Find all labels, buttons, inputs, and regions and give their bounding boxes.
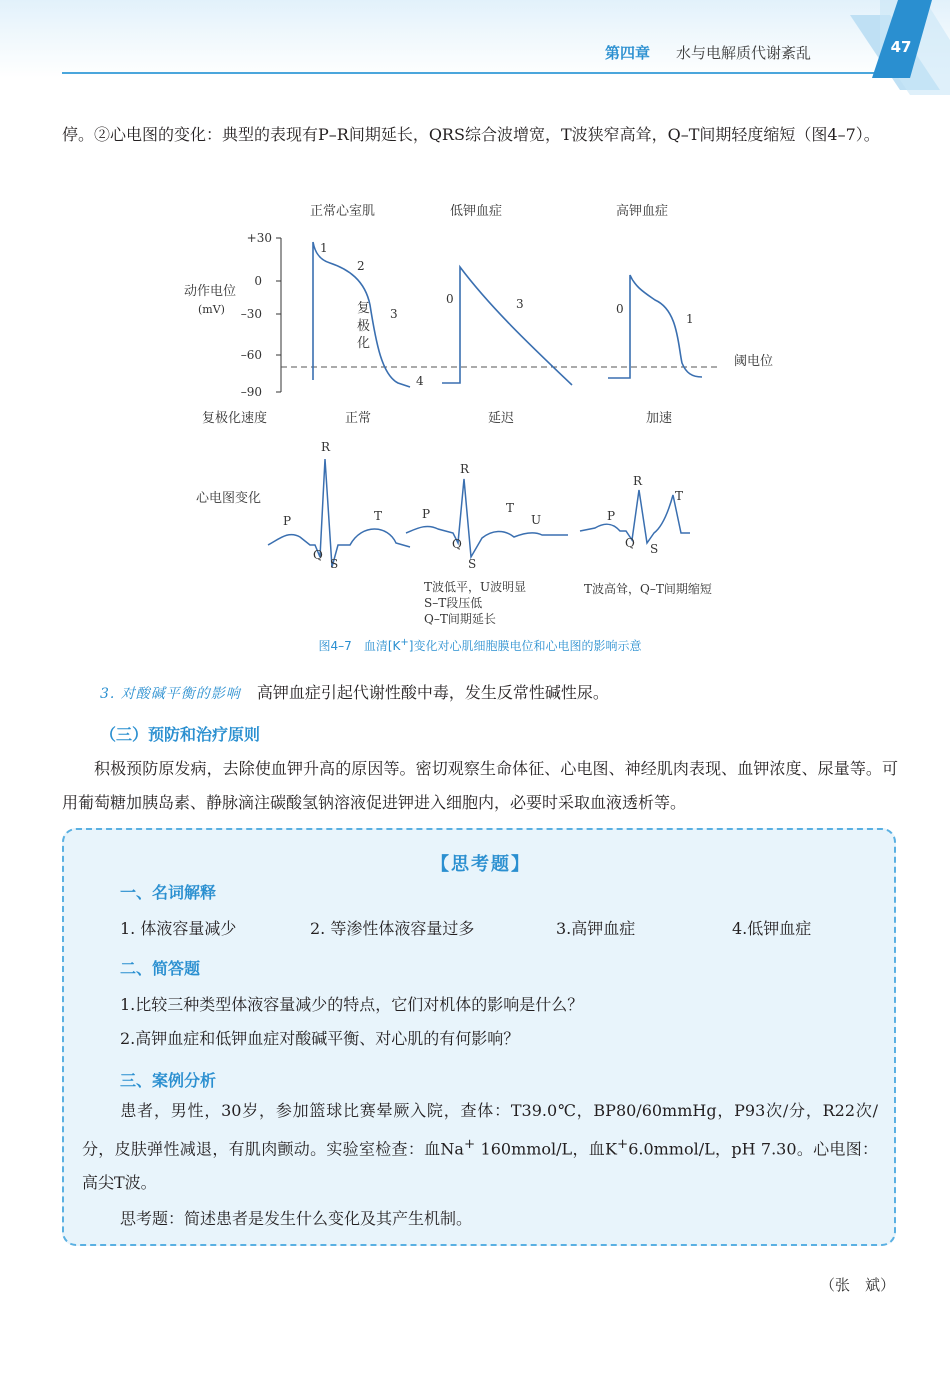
wave-label: P <box>283 514 292 528</box>
figure-4-7 <box>170 195 790 665</box>
high-note: T波高耸，Q–T间期缩短 <box>584 582 712 596</box>
term-item: 3.高钾血症 <box>556 919 636 938</box>
wave-label: Q <box>625 536 635 550</box>
phase-label: 4 <box>416 374 424 388</box>
wave-label: T <box>506 501 515 515</box>
low-note-1: T波低平，U波明显 <box>424 580 527 594</box>
question-1: 1.比较三种类型体液容量减少的特点，它们对机体的影响是什么？ <box>120 995 584 1014</box>
wave-label: T <box>374 509 383 523</box>
term-item: 2. 等渗性体液容量过多 <box>310 919 475 938</box>
tick-label: 0 <box>254 274 262 288</box>
wave-label: P <box>422 507 431 521</box>
ecg-trace-normal <box>268 459 410 567</box>
author-credit: （张 斌） <box>820 1276 896 1294</box>
wave-label: S <box>330 557 339 571</box>
y-axis-label: 动作电位 <box>184 284 237 299</box>
col-low: 低钾血症 <box>450 204 503 219</box>
phase-label: 0 <box>446 292 454 306</box>
caption-sup: + <box>400 637 409 648</box>
col-normal: 正常心室肌 <box>310 204 376 219</box>
col-high: 高钾血症 <box>616 204 669 219</box>
case-paragraph <box>82 1094 878 1200</box>
question-2: 2.高钾血症和低钾血症对酸碱平衡、对心肌的有何影响？ <box>120 1029 520 1048</box>
case-sup-1: + <box>463 1137 476 1152</box>
section3-text: 高钾血症引起代谢性酸中毒，发生反常性碱性尿。 <box>256 683 609 702</box>
repol-speed-label: 复极化速度 <box>202 411 268 426</box>
phase-label: 1 <box>320 241 328 255</box>
part3-heading: 三、案例分析 <box>120 1071 217 1090</box>
section3-label: 3. 对酸碱平衡的影响 <box>100 686 241 702</box>
wave-label: S <box>650 542 659 556</box>
caption-suffix: ]变化对心肌细胞膜电位和心电图的影响示意 <box>408 639 642 653</box>
case-text-c: 6.0mmol/L，pH 7.30。心电图：高尖T波。 <box>82 1139 878 1193</box>
phase-label: 1 <box>686 312 694 326</box>
treatment-paragraph: 积极预防原发病，去除使血钾升高的原因等。密切观察生命体征、心电图、神经肌肉表现、血钾浓度、尿量等。可用葡萄糖加胰岛素、静脉滴注碳酸氢钠溶液促进钾进入细胞内，必要时采取血液透析等。 <box>62 759 898 812</box>
wave-label: R <box>321 440 331 454</box>
case-sup-2: + <box>617 1137 629 1152</box>
low-note-2: S–T段压低 <box>424 596 483 610</box>
chapter-title: 水与电解质代谢紊乱 <box>676 44 812 62</box>
tick-label: –30 <box>240 307 262 321</box>
wave-label: R <box>633 474 643 488</box>
header-rule <box>62 72 882 74</box>
y-axis-unit: (mV) <box>198 303 225 316</box>
tick-label: –60 <box>240 348 262 362</box>
part2-heading: 二、简答题 <box>120 959 201 978</box>
speed-normal: 正常 <box>345 411 372 426</box>
section3-line <box>100 676 898 711</box>
ecg-trace-high <box>580 490 690 543</box>
ap-curve-high <box>608 275 702 378</box>
repol-char: 复 <box>357 301 371 316</box>
ecg-label: 心电图变化 <box>196 491 262 506</box>
section-heading-prevention: （三）预防和治疗原则 <box>100 725 261 744</box>
wave-label: U <box>531 513 542 527</box>
term-item: 1. 体液容量减少 <box>120 919 237 938</box>
header-band <box>0 0 950 78</box>
term-item: 4.低钾血症 <box>732 919 812 938</box>
repol-char: 极 <box>357 319 371 334</box>
chapter-label: 第四章 <box>605 44 651 62</box>
part1-heading: 一、名词解释 <box>120 883 217 902</box>
speed-low: 延迟 <box>488 411 515 426</box>
wave-label: Q <box>452 537 462 551</box>
case-question: 思考题：简述患者是发生什么变化及其产生机制。 <box>120 1209 473 1228</box>
intro-paragraph: 停。②心电图的变化：典型的表现有P–R间期延长，QRS综合波增宽，T波狭窄高耸，Q–T间期轻度缩短（图4–7）。 <box>62 125 880 144</box>
speed-high: 加速 <box>646 411 673 426</box>
wave-label: S <box>468 557 477 571</box>
figure-caption <box>170 637 790 654</box>
repol-char: 化 <box>357 336 371 351</box>
phase-label: 3 <box>516 297 524 311</box>
case-text-b: 160mmol/L，血K <box>475 1139 618 1159</box>
figure-svg <box>170 195 790 635</box>
low-note-3: Q–T间期延长 <box>424 612 496 626</box>
phase-label: 0 <box>616 302 624 316</box>
page-number: 47 <box>890 38 912 56</box>
phase-label: 3 <box>390 307 398 321</box>
threshold-label: 阈电位 <box>734 354 774 369</box>
ecg-trace-low <box>406 479 568 557</box>
wave-label: Q <box>313 548 323 562</box>
phase-label: 2 <box>357 259 365 273</box>
tick-label: +30 <box>246 231 272 245</box>
wave-label: T <box>675 489 684 503</box>
tick-label: –90 <box>240 385 262 399</box>
think-questions-box <box>62 828 896 1246</box>
box-title: 【思考题】 <box>431 854 531 875</box>
caption-prefix: 图4–7 血清[K <box>318 639 401 653</box>
wave-label: R <box>460 462 470 476</box>
case-text-a: 患者，男性，30岁，参加篮球比赛晕厥入院，查体：T39.0℃，BP80/60mmHg，P93次/分，R22次/分，皮肤弹性减退，有肌肉颤动。实验室检查：血Na <box>82 1101 878 1159</box>
wave-label: P <box>607 509 616 523</box>
